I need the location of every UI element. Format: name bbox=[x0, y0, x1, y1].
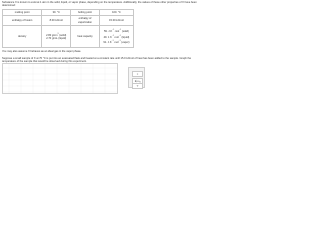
enthalpy-vaporization-label-line1: enthalpy of bbox=[78, 17, 92, 21]
table-row bbox=[3, 16, 134, 26]
heat-capacity-vapor-phase: (vapor) bbox=[121, 41, 130, 45]
question-text bbox=[2, 50, 197, 63]
density-values bbox=[42, 26, 71, 48]
density-liquid-value: 2.70 g/mL bbox=[46, 37, 58, 41]
heat-capacity-vapor-units: ·mol bbox=[113, 41, 119, 45]
density-solid-exponent: 3 bbox=[57, 32, 59, 35]
close-icon: × bbox=[136, 72, 139, 76]
enthalpy-vaporization-label-line2: vaporization bbox=[78, 20, 93, 24]
graph-grid bbox=[3, 64, 117, 93]
enthalpy-fusion-value: 8.00 kJ/mol bbox=[42, 16, 71, 26]
problem-intro: Substance X is known to exist at 1 atm in the solid, liquid, or vapor phase, depending on the temperature. Additionally, the values of these other properties of X have been determined: bbox=[2, 1, 197, 8]
enthalpy-fusion-label: enthalpy of fusion bbox=[3, 16, 42, 26]
clear-button[interactable] bbox=[132, 71, 143, 77]
properties-table bbox=[2, 9, 134, 48]
density-solid-value: 2.80 g/cm bbox=[46, 33, 58, 37]
help-button[interactable] bbox=[132, 83, 143, 89]
graph-toolbar bbox=[128, 67, 145, 88]
heat-capacity-liquid-value: 49. J·K bbox=[103, 35, 112, 39]
melting-point-value: 30. °C bbox=[42, 10, 71, 16]
density-liquid-phase: (liquid) bbox=[58, 37, 67, 41]
melting-point-label: melting point bbox=[3, 10, 42, 16]
density-label: density bbox=[3, 26, 42, 48]
heat-capacity-values bbox=[99, 26, 133, 48]
graph-drawing-area[interactable] bbox=[2, 63, 118, 94]
table-row bbox=[3, 26, 134, 48]
density-solid-phase: (solid) bbox=[59, 33, 67, 37]
density-stack bbox=[46, 32, 66, 42]
question-line-1: You may also assume X behaves as an ideal gas in the vapor phase. bbox=[2, 50, 82, 53]
heat-capacity-solid-phase: (solid) bbox=[121, 29, 129, 33]
help-icon: ? bbox=[136, 83, 139, 88]
enthalpy-vaporization-label bbox=[71, 16, 100, 26]
heat-capacity-liquid-units: ·mol bbox=[113, 35, 119, 39]
boiling-point-value: 100. °C bbox=[99, 10, 133, 16]
boiling-point-label: boiling point bbox=[71, 10, 100, 16]
heat-capacity-solid-units: ·mol bbox=[114, 29, 120, 33]
heat-capacity-liquid-phase: (liquid) bbox=[121, 35, 130, 39]
heat-capacity-stack: 59. $J\cdot K^{-1}\cdot mol^{-1}$ (solid) 49. $J\cdot K^{-1}\cdot mol^{-1}$ (liquid) 91. $J\cdot K^{-1}\cdot mol^{-1}$ (vapor) bbox=[103, 28, 130, 45]
heat-capacity-solid-value: 59. J·K bbox=[103, 29, 113, 33]
heat-capacity-vapor-value: 91. J·K bbox=[103, 41, 112, 45]
heat-capacity-label: heat capacity bbox=[71, 26, 100, 48]
enthalpy-vaporization-value: 15.00 kJ/mol bbox=[99, 16, 133, 26]
question-page bbox=[0, 0, 200, 93]
question-line-2: Suppose a small sample of X at 70 °C is put into an evacuated flask and heated at a constant rate until 15.0 kJ/mol of heat has been added to the sample. Graph the temperature of the sample that would be observed during this experiment. bbox=[2, 56, 192, 63]
